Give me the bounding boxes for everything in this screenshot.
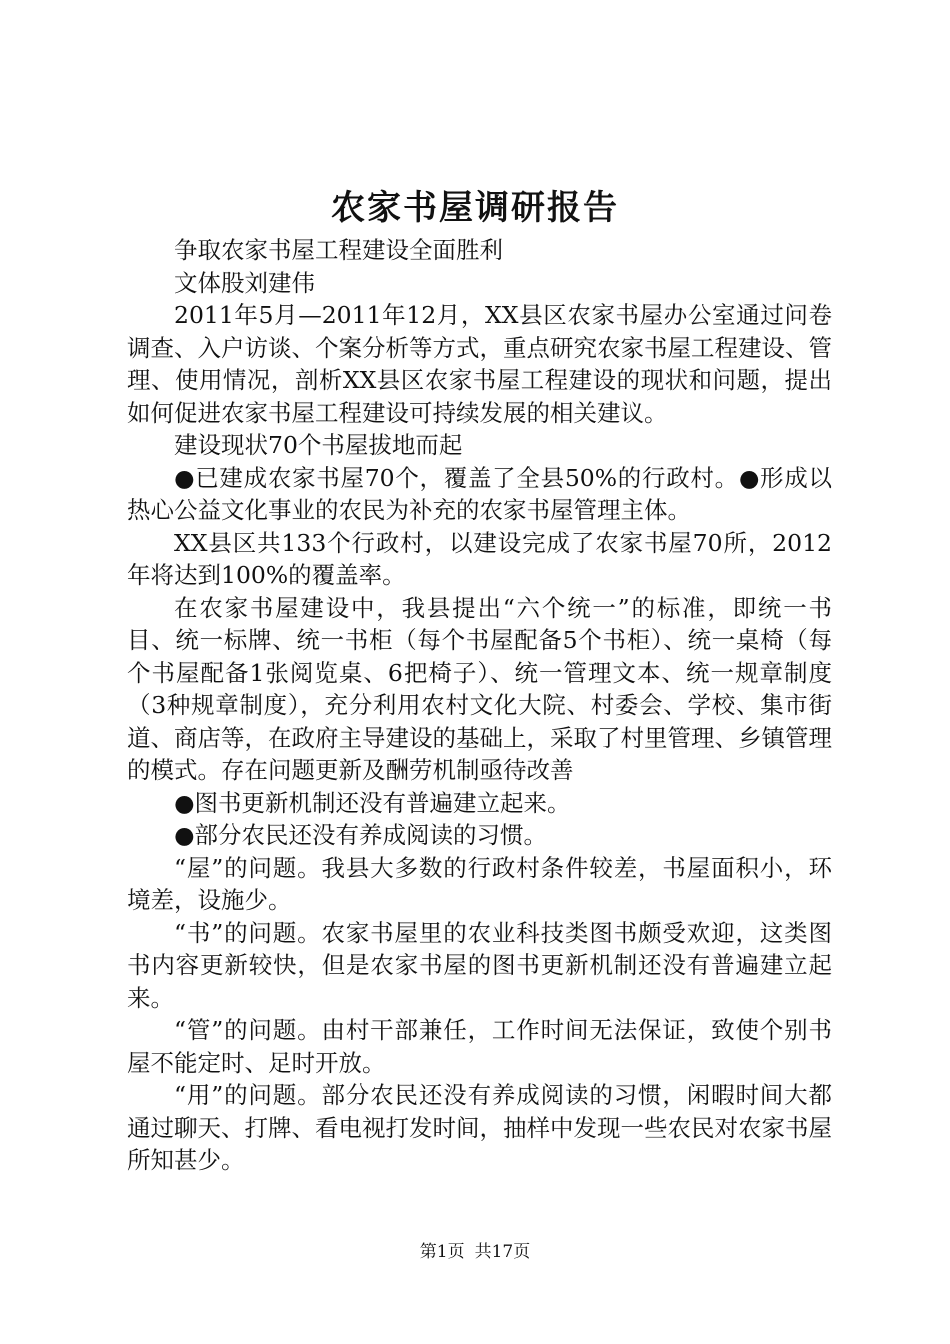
paragraph-author: 文体股刘建伟 (174, 268, 315, 297)
paragraph-house-issue: “屋”的问题。我县大多数的行政村条件较差，书屋面积小，环境差，设施少。 (127, 853, 832, 914)
paragraph-section-heading: 建设现状70个书屋拔地而起 (174, 431, 463, 459)
paragraph-bullet-update: ●图书更新机制还没有普遍建立起来。 (174, 788, 571, 817)
paragraph-bullets-status: ●已建成农家书屋70个，覆盖了全县50%的行政村。●形成以热心公益文化事业的农民为补充的农家书屋管理主体。 (127, 463, 832, 524)
document-title: 农家书屋调研报告 (331, 188, 619, 228)
paragraph-coverage: XX县区共133个行政村，以建设完成了农家书屋70所，2012年将达到100%的覆盖率。 (127, 528, 832, 589)
paragraph-six-unified: 在农家书屋建设中，我县提出“六个统一”的标准，即统一书目、统一标牌、统一书柜（每个书屋配备5个书柜）、统一桌椅（每个书屋配备1张阅览桌、6把椅子）、统一管理文本、统一规章制度（3种规章制度），充分利用农村文化大院、村委会、学校、集市街道、商店等，在政府主导建设的基础上，采取了村里管理、乡镇管理的模式。存在问题更新及酬劳机制亟待改善 (127, 593, 832, 784)
document-body (127, 234, 832, 1177)
page-total: 共17页 (474, 1242, 531, 1262)
paragraph-bullet-reading: ●部分农民还没有养成阅读的习惯。 (174, 821, 548, 849)
paragraph-use-issue: “用”的问题。部分农民还没有养成阅读的习惯，闲暇时间大都通过聊天、打牌、看电视打发时间，抽样中发现一些农民对农家书屋所知甚少。 (127, 1081, 832, 1174)
paragraph-subtitle: 争取农家书屋工程建设全面胜利 (174, 236, 503, 264)
page-footer (0, 1240, 950, 1264)
page-number: 第1页 (419, 1242, 465, 1262)
paragraph-book-issue: “书”的问题。农家书屋里的农业科技类图书颇受欢迎，这类图书内容更新较快，但是农家书屋的图书更新机制还没有普遍建立起来。 (127, 918, 832, 1012)
paragraph-intro: 2011年5月—2011年12月，XX县区农家书屋办公室通过问卷调查、入户访谈、个案分析等方式，重点研究农家书屋工程建设、管理、使用情况，剖析XX县区农家书屋工程建设的现状和问题，提出如何促进农家书屋工程建设可持续发展的相关建议。 (127, 301, 832, 427)
paragraph-manage-issue: “管”的问题。由村干部兼任，工作时间无法保证，致使个别书屋不能定时、足时开放。 (127, 1016, 832, 1077)
